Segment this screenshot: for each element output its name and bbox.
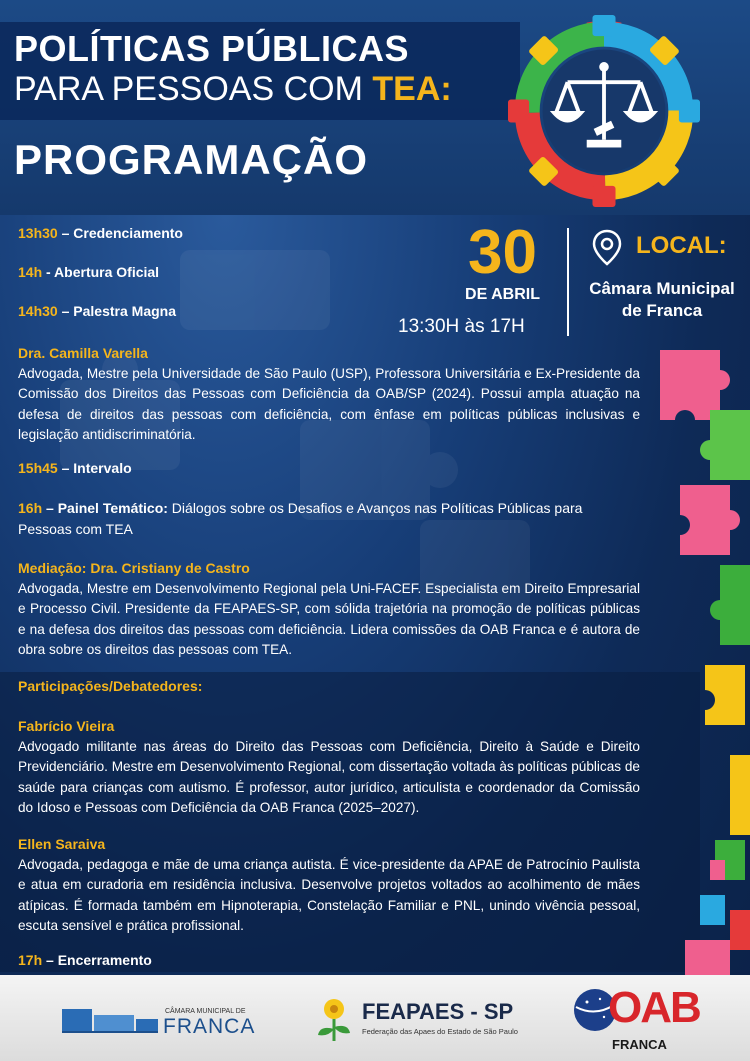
schedule-separator: – [42, 500, 58, 516]
map-pin-icon [590, 228, 624, 268]
schedule-time: 15h45 [18, 460, 58, 476]
title-line-2 [14, 70, 452, 109]
event-day: 30 [468, 218, 537, 287]
schedule-separator: – [42, 952, 58, 968]
schedule-label: Credenciamento [73, 225, 183, 241]
debater-bio: Advogada, pedagoga e mãe de uma criança autista. É vice-presidente da APAE de Patrocínio Paulista e atua em curadoria em residência inclusiva. Desenvolve projetos voltados ao acolhimento de mães atípicas. É formada também em Hipnoterapia, Constelação Familiar e PNL, unindo vivência pessoal, escuta sensível e prática profissional. [18, 856, 640, 933]
schedule-item-palestra [18, 303, 176, 319]
camara-small-text: CÂMARA MUNICIPAL DE [165, 1008, 246, 1015]
camara-big-text: FRANCA [163, 1015, 256, 1038]
schedule-time: 17h [18, 952, 43, 968]
schedule-separator: – [57, 460, 74, 476]
schedule-time: 16h [18, 500, 43, 516]
speaker-block-camilla [18, 343, 640, 446]
schedule-time: 13h30 [18, 225, 58, 241]
schedule-time: 14h [18, 264, 43, 280]
schedule-label: Palestra Magna [73, 303, 176, 319]
schedule-separator: - [42, 264, 55, 280]
participants-heading [18, 678, 202, 694]
feapaes-subtitle: Federação das Apaes do Estado de São Paulo [362, 1027, 518, 1036]
schedule-label: Intervalo [73, 460, 132, 476]
flower-icon [312, 995, 356, 1045]
location-place-line-2: de Franca [621, 301, 703, 320]
speaker-name: Dra. Camilla Varella [18, 345, 148, 361]
schedule-label: Abertura Oficial [54, 264, 160, 280]
camara-logo [62, 1005, 256, 1038]
camara-building-icon [62, 1005, 158, 1033]
oab-letters: OAB [608, 983, 700, 1032]
speaker-bio: Advogada, Mestre pela Universidade de São Paulo (USP), Professora Universitária e Ex-Presidente da Comissão dos Direitos das Pessoas com Deficiência da OAB/SP (2024). Possui ampla atuação na defesa de direitos das pessoas com deficiência, com ênfase em políticas públicas inclusivas e legislação antidiscriminatória. [18, 365, 640, 442]
mediator-block [18, 558, 640, 661]
schedule-time: 14h30 [18, 303, 58, 319]
debater-block-ellen [18, 834, 640, 937]
oab-logo [572, 983, 700, 1057]
mediator-name: Mediação: Dra. Cristiany de Castro [18, 560, 250, 576]
location-place-line-1: Câmara Municipal [589, 279, 735, 298]
schedule-item-intervalo [18, 460, 132, 476]
divider [567, 228, 569, 336]
feapaes-title: FEAPAES - SP [362, 999, 514, 1024]
event-month: DE ABRIL [465, 286, 540, 303]
puzzle-pieces-decoration [640, 340, 750, 975]
schedule-item-painel [18, 498, 640, 539]
title-line-2-highlight: TEA: [372, 70, 452, 108]
justice-gear-icon [508, 15, 700, 207]
schedule-separator: – [57, 303, 74, 319]
oab-city: FRANCA [612, 1037, 667, 1052]
footer-logos [0, 975, 750, 1061]
location-place [576, 278, 748, 322]
title-line-1: POLÍTICAS PÚBLICAS [14, 28, 410, 69]
schedule-item-credenciamento [18, 225, 183, 241]
page-title: PROGRAMAÇÃO [14, 136, 368, 183]
panel-description: Diálogos sobre os Desafios e Avanços nas Políticas Públicas para Pessoas com TEA [18, 500, 583, 537]
debater-bio: Advogado militante nas áreas do Direito das Pessoas com Deficiência, Direito à Saúde e Direito Previdenciário. Mestre em Desenvolvimento Regional, com dissertação voltada às políticas públicas de saúde para crianças com autismo. É professor, autor jurídico, articulista e coordenador da Comissão do Idoso e Pessoas com Deficiência da OAB Franca (2025–2027). [18, 738, 640, 815]
schedule-label: Painel Temático: [57, 500, 168, 516]
schedule-label: Encerramento [57, 952, 152, 968]
event-date [440, 218, 565, 304]
participants-label: Participações/Debatedores: [18, 678, 203, 694]
schedule-separator: – [57, 225, 74, 241]
location-label: LOCAL: [636, 232, 727, 259]
debater-name: Ellen Saraiva [18, 836, 106, 852]
mediator-bio: Advogada, Mestre em Desenvolvimento Regional pela Uni-FACEF. Especialista em Direito Empresarial e Processo Civil. Presidente da FEAPAES-SP, com sólida trajetória na promoção de políticas públicas e na defesa dos direitos das pessoas com deficiência. Lidera comissões da OAB Franca e é autora de obra sobre os direitos das pessoas com TEA. [18, 580, 640, 657]
schedule-item-abertura [18, 264, 159, 280]
feapaes-logo [312, 995, 518, 1050]
event-hours: 13:30H às 17H [398, 316, 525, 337]
debater-block-fabricio [18, 716, 640, 819]
debater-name: Fabrício Vieira [18, 718, 115, 734]
title-line-2-prefix: PARA PESSOAS COM [14, 70, 373, 108]
schedule-item-encerramento [18, 952, 152, 968]
